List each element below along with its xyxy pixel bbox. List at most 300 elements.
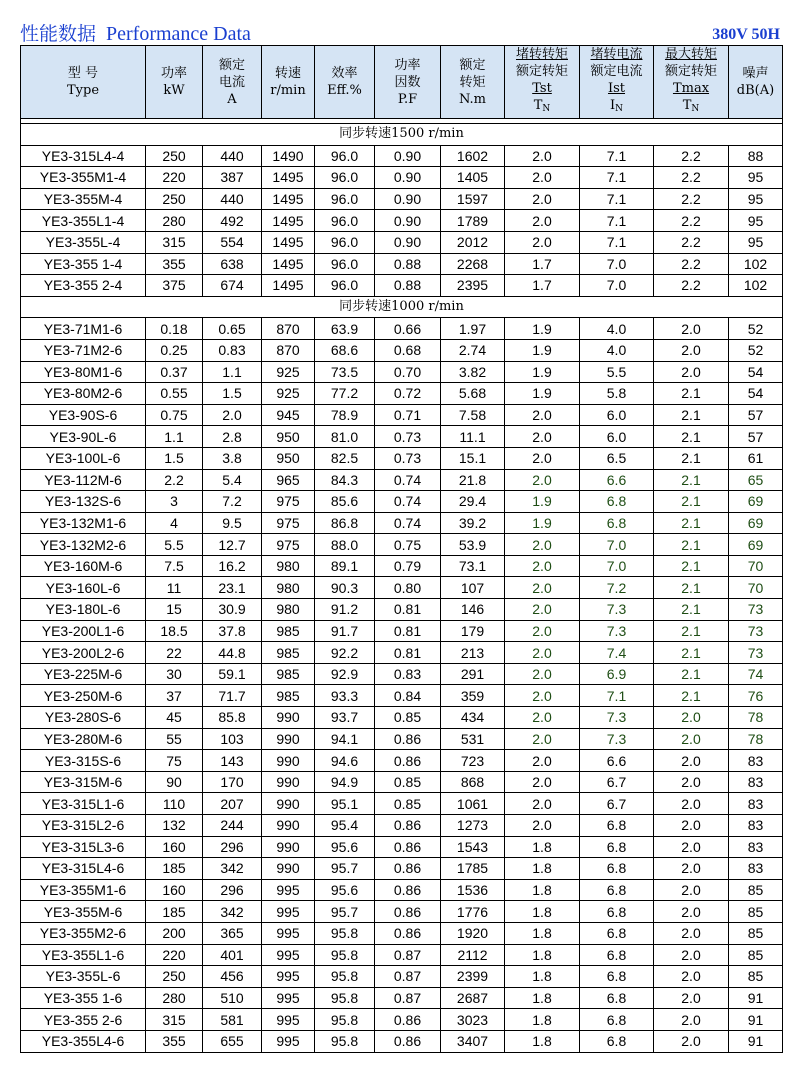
header-line: 额定转矩 — [664, 64, 717, 79]
cell-efficiency: 95.8 — [315, 1009, 375, 1031]
cell-speed: 990 — [262, 771, 315, 793]
cell-efficiency: 95.4 — [315, 815, 375, 837]
cell-power-factor: 0.86 — [375, 728, 441, 750]
cell-tst-tn: 1.7 — [505, 275, 580, 297]
header-line: Type — [66, 83, 100, 98]
cell-efficiency: 95.7 — [315, 858, 375, 880]
cell-power: 11 — [146, 577, 203, 599]
cell-type: YE3-71M1-6 — [21, 318, 146, 340]
cell-tst-tn: 2.0 — [505, 815, 580, 837]
cell-current: 37.8 — [203, 620, 262, 642]
cell-ist-in: 6.6 — [580, 750, 654, 772]
cell-tst-tn: 2.0 — [505, 231, 580, 253]
cell-current: 554 — [203, 231, 262, 253]
cell-efficiency: 68.6 — [315, 339, 375, 361]
cell-type: YE3-112M-6 — [21, 469, 146, 491]
cell-type: YE3-315L3-6 — [21, 836, 146, 858]
cell-efficiency: 95.8 — [315, 922, 375, 944]
cell-speed: 995 — [262, 922, 315, 944]
group-speed: 1000 r/min — [391, 299, 464, 315]
cell-ist-in: 4.0 — [580, 318, 654, 340]
header-line: 额定电流 — [590, 64, 643, 79]
cell-efficiency: 95.8 — [315, 987, 375, 1009]
header-line: 效率 — [331, 66, 358, 81]
cell-power-factor: 0.90 — [375, 210, 441, 232]
cell-tmax-tn: 2.0 — [654, 771, 729, 793]
cell-tmax-tn: 2.2 — [654, 167, 729, 189]
cell-power-factor: 0.90 — [375, 231, 441, 253]
group-label — [21, 296, 783, 318]
table-row — [21, 944, 783, 966]
cell-speed: 925 — [262, 361, 315, 383]
cell-rated-torque: 1405 — [441, 167, 505, 189]
header-line: 功率 — [160, 66, 187, 81]
cell-rated-torque: 39.2 — [441, 512, 505, 534]
cell-current: 7.2 — [203, 491, 262, 513]
cell-tmax-tn: 2.0 — [654, 707, 729, 729]
cell-power-factor: 0.66 — [375, 318, 441, 340]
cell-speed: 1490 — [262, 145, 315, 167]
cell-ist-in: 7.0 — [580, 253, 654, 275]
cell-rated-torque: 2.74 — [441, 339, 505, 361]
cell-power-factor: 0.86 — [375, 858, 441, 880]
header-line: Eff.% — [327, 83, 362, 98]
cell-ist-in: 7.1 — [580, 231, 654, 253]
cell-ist-in: 7.0 — [580, 534, 654, 556]
cell-power: 0.55 — [146, 383, 203, 405]
cell-current: 296 — [203, 836, 262, 858]
cell-power-factor: 0.86 — [375, 922, 441, 944]
cell-power-factor: 0.86 — [375, 750, 441, 772]
table-row — [21, 512, 783, 534]
cell-tst-tn: 1.9 — [505, 361, 580, 383]
table-row — [21, 793, 783, 815]
cell-power-factor: 0.71 — [375, 404, 441, 426]
cell-type: YE3-355M2-6 — [21, 922, 146, 944]
header-power — [146, 46, 203, 119]
cell-noise: 83 — [729, 750, 783, 772]
cell-tmax-tn: 2.1 — [654, 426, 729, 448]
header-line: 噪声 — [742, 66, 769, 81]
cell-speed: 990 — [262, 836, 315, 858]
table-row — [21, 231, 783, 253]
cell-noise: 95 — [729, 210, 783, 232]
cell-power: 15 — [146, 599, 203, 621]
cell-rated-torque: 2687 — [441, 987, 505, 1009]
cell-tmax-tn: 2.1 — [654, 534, 729, 556]
cell-speed: 995 — [262, 987, 315, 1009]
cell-current: 1.5 — [203, 383, 262, 405]
cell-efficiency: 86.8 — [315, 512, 375, 534]
cell-tmax-tn: 2.0 — [654, 815, 729, 837]
cell-power-factor: 0.74 — [375, 469, 441, 491]
cell-type: YE3-355L1-6 — [21, 944, 146, 966]
cell-rated-torque: 2268 — [441, 253, 505, 275]
cell-power-factor: 0.75 — [375, 534, 441, 556]
cell-tst-tn: 1.8 — [505, 922, 580, 944]
cell-power: 2.2 — [146, 469, 203, 491]
cell-current: 296 — [203, 879, 262, 901]
cell-tmax-tn: 2.1 — [654, 512, 729, 534]
table-row — [21, 1009, 783, 1031]
cell-ist-in: 6.7 — [580, 771, 654, 793]
table-row — [21, 275, 783, 297]
cell-speed: 1495 — [262, 210, 315, 232]
cell-current: 492 — [203, 210, 262, 232]
cell-type: YE3-355L-6 — [21, 966, 146, 988]
cell-rated-torque: 5.68 — [441, 383, 505, 405]
cell-type: YE3-132M1-6 — [21, 512, 146, 534]
cell-power-factor: 0.85 — [375, 793, 441, 815]
cell-noise: 76 — [729, 685, 783, 707]
cell-efficiency: 94.9 — [315, 771, 375, 793]
cell-power-factor: 0.72 — [375, 383, 441, 405]
cell-current: 3.8 — [203, 447, 262, 469]
table-row — [21, 620, 783, 642]
cell-noise: 57 — [729, 426, 783, 448]
cell-tmax-tn: 2.0 — [654, 858, 729, 880]
cell-noise: 91 — [729, 987, 783, 1009]
table-row — [21, 771, 783, 793]
header-line: 因数 — [394, 74, 421, 90]
cell-current: 44.8 — [203, 642, 262, 664]
cell-power-factor: 0.74 — [375, 512, 441, 534]
cell-speed: 985 — [262, 663, 315, 685]
table-row — [21, 901, 783, 923]
cell-tst-tn: 2.0 — [505, 642, 580, 664]
title-bar — [20, 22, 780, 46]
cell-tmax-tn: 2.1 — [654, 685, 729, 707]
cell-efficiency: 90.3 — [315, 577, 375, 599]
cell-power: 5.5 — [146, 534, 203, 556]
header-line: dB(A) — [736, 83, 775, 98]
cell-power: 355 — [146, 253, 203, 275]
cell-noise: 88 — [729, 145, 783, 167]
cell-noise: 85 — [729, 922, 783, 944]
cell-power-factor: 0.90 — [375, 188, 441, 210]
header-line: 转矩 — [459, 74, 486, 90]
cell-speed: 965 — [262, 469, 315, 491]
header-line: $T_N$ — [533, 98, 551, 114]
cell-tst-tn: 2.0 — [505, 404, 580, 426]
cell-power-factor: 0.74 — [375, 491, 441, 513]
cell-power: 55 — [146, 728, 203, 750]
cell-noise: 70 — [729, 577, 783, 599]
cell-type: YE3-315L2-6 — [21, 815, 146, 837]
cell-efficiency: 95.8 — [315, 944, 375, 966]
cell-efficiency: 91.2 — [315, 599, 375, 621]
cell-speed: 1495 — [262, 231, 315, 253]
cell-speed: 980 — [262, 599, 315, 621]
cell-efficiency: 92.2 — [315, 642, 375, 664]
cell-speed: 1495 — [262, 167, 315, 189]
cell-current: 12.7 — [203, 534, 262, 556]
cell-ist-in: 6.8 — [580, 858, 654, 880]
cell-noise: 74 — [729, 663, 783, 685]
cell-noise: 78 — [729, 728, 783, 750]
cell-noise: 83 — [729, 815, 783, 837]
cell-current: 9.5 — [203, 512, 262, 534]
cell-ist-in: 6.8 — [580, 815, 654, 837]
cell-rated-torque: 1776 — [441, 901, 505, 923]
cell-ist-in: 7.1 — [580, 167, 654, 189]
cell-tmax-tn: 2.0 — [654, 793, 729, 815]
cell-rated-torque: 213 — [441, 642, 505, 664]
table-row — [21, 210, 783, 232]
cell-power-factor: 0.90 — [375, 145, 441, 167]
cell-ist-in: 7.1 — [580, 210, 654, 232]
header-line: Ist — [607, 81, 626, 96]
cell-tst-tn: 2.0 — [505, 577, 580, 599]
cell-tmax-tn: 2.0 — [654, 987, 729, 1009]
cell-tst-tn: 2.0 — [505, 599, 580, 621]
cell-current: 581 — [203, 1009, 262, 1031]
cell-tst-tn: 2.0 — [505, 469, 580, 491]
cell-ist-in: 6.8 — [580, 944, 654, 966]
cell-tmax-tn: 2.1 — [654, 599, 729, 621]
cell-power: 132 — [146, 815, 203, 837]
cell-current: 170 — [203, 771, 262, 793]
cell-speed: 995 — [262, 944, 315, 966]
cell-rated-torque: 1597 — [441, 188, 505, 210]
cell-power: 160 — [146, 836, 203, 858]
cell-tst-tn: 2.0 — [505, 145, 580, 167]
cell-current: 0.65 — [203, 318, 262, 340]
cell-tmax-tn: 2.1 — [654, 447, 729, 469]
header-line: P.F — [397, 91, 418, 107]
table-row — [21, 642, 783, 664]
cell-rated-torque: 29.4 — [441, 491, 505, 513]
cell-rated-torque: 53.9 — [441, 534, 505, 556]
cell-power: 1.1 — [146, 426, 203, 448]
cell-ist-in: 6.0 — [580, 404, 654, 426]
cell-tst-tn: 1.7 — [505, 253, 580, 275]
cell-current: 0.83 — [203, 339, 262, 361]
cell-ist-in: 6.8 — [580, 901, 654, 923]
cell-current: 510 — [203, 987, 262, 1009]
cell-power-factor: 0.81 — [375, 620, 441, 642]
cell-rated-torque: 3.82 — [441, 361, 505, 383]
cell-tmax-tn: 2.0 — [654, 339, 729, 361]
cell-noise: 102 — [729, 253, 783, 275]
cell-ist-in: 6.5 — [580, 447, 654, 469]
cell-efficiency: 77.2 — [315, 383, 375, 405]
header-line: 额定转矩 — [515, 64, 568, 79]
table-row — [21, 815, 783, 837]
group-speed: 1500 r/min — [391, 126, 464, 142]
cell-noise: 69 — [729, 491, 783, 513]
cell-tmax-tn: 2.0 — [654, 361, 729, 383]
cell-tmax-tn: 2.0 — [654, 901, 729, 923]
cell-power-factor: 0.68 — [375, 339, 441, 361]
cell-efficiency: 96.0 — [315, 231, 375, 253]
cell-power: 0.18 — [146, 318, 203, 340]
cell-speed: 945 — [262, 404, 315, 426]
cell-current: 85.8 — [203, 707, 262, 729]
cell-power: 315 — [146, 1009, 203, 1031]
header-line: 型 号 — [67, 66, 99, 81]
cell-ist-in: 6.0 — [580, 426, 654, 448]
cell-rated-torque: 179 — [441, 620, 505, 642]
cell-rated-torque: 73.1 — [441, 555, 505, 577]
cell-power: 30 — [146, 663, 203, 685]
cell-power: 37 — [146, 685, 203, 707]
cell-efficiency: 94.6 — [315, 750, 375, 772]
cell-noise: 83 — [729, 858, 783, 880]
cell-type: YE3-160M-6 — [21, 555, 146, 577]
cell-efficiency: 95.1 — [315, 793, 375, 815]
cell-power: 3 — [146, 491, 203, 513]
cell-tst-tn: 2.0 — [505, 167, 580, 189]
cell-tst-tn: 1.9 — [505, 512, 580, 534]
cell-tst-tn: 1.9 — [505, 339, 580, 361]
cell-speed: 995 — [262, 879, 315, 901]
cell-tst-tn: 1.9 — [505, 491, 580, 513]
cell-efficiency: 81.0 — [315, 426, 375, 448]
cell-rated-torque: 1.97 — [441, 318, 505, 340]
cell-type: YE3-132M2-6 — [21, 534, 146, 556]
group-label — [21, 124, 783, 146]
voltage-frequency-spec: 380V 50H — [712, 26, 780, 43]
cell-speed: 950 — [262, 426, 315, 448]
cell-noise: 91 — [729, 1009, 783, 1031]
cell-power-factor: 0.86 — [375, 1030, 441, 1052]
cell-noise: 73 — [729, 599, 783, 621]
table-row — [21, 599, 783, 621]
cell-ist-in: 7.3 — [580, 728, 654, 750]
cell-power: 375 — [146, 275, 203, 297]
title-chinese: 性能数据 — [20, 23, 97, 45]
cell-current: 342 — [203, 858, 262, 880]
header-noise — [729, 46, 783, 119]
cell-type: YE3-355L-4 — [21, 231, 146, 253]
cell-tmax-tn: 2.0 — [654, 879, 729, 901]
cell-type: YE3-132S-6 — [21, 491, 146, 513]
cell-power: 250 — [146, 966, 203, 988]
cell-type: YE3-315L4-4 — [21, 145, 146, 167]
table-body — [21, 119, 783, 1053]
cell-noise: 73 — [729, 620, 783, 642]
cell-rated-torque: 1536 — [441, 879, 505, 901]
cell-type: YE3-90L-6 — [21, 426, 146, 448]
header-locked-torque-ratio — [505, 46, 580, 119]
table-row — [21, 966, 783, 988]
cell-efficiency: 96.0 — [315, 188, 375, 210]
cell-power: 22 — [146, 642, 203, 664]
header-power-factor — [375, 46, 441, 119]
header-line: 堵转转矩 — [515, 47, 568, 62]
cell-efficiency: 95.6 — [315, 836, 375, 858]
cell-current: 103 — [203, 728, 262, 750]
cell-power: 7.5 — [146, 555, 203, 577]
cell-rated-torque: 1061 — [441, 793, 505, 815]
cell-type: YE3-71M2-6 — [21, 339, 146, 361]
table-row — [21, 469, 783, 491]
cell-power: 355 — [146, 1030, 203, 1052]
header-line: 转速 — [274, 66, 301, 81]
cell-noise: 85 — [729, 901, 783, 923]
cell-type: YE3-315S-6 — [21, 750, 146, 772]
cell-efficiency: 91.7 — [315, 620, 375, 642]
table-row — [21, 663, 783, 685]
cell-tst-tn: 2.0 — [505, 663, 580, 685]
cell-speed: 990 — [262, 793, 315, 815]
cell-current: 638 — [203, 253, 262, 275]
cell-power: 280 — [146, 987, 203, 1009]
cell-power-factor: 0.84 — [375, 685, 441, 707]
header-efficiency — [315, 46, 375, 119]
cell-rated-torque: 2395 — [441, 275, 505, 297]
cell-type: YE3-280S-6 — [21, 707, 146, 729]
cell-speed: 990 — [262, 815, 315, 837]
cell-ist-in: 7.3 — [580, 707, 654, 729]
cell-current: 59.1 — [203, 663, 262, 685]
cell-tst-tn: 2.0 — [505, 685, 580, 707]
table-row — [21, 555, 783, 577]
cell-power: 250 — [146, 188, 203, 210]
cell-noise: 85 — [729, 944, 783, 966]
cell-rated-torque: 107 — [441, 577, 505, 599]
cell-efficiency: 73.5 — [315, 361, 375, 383]
cell-power-factor: 0.73 — [375, 426, 441, 448]
cell-tst-tn: 1.8 — [505, 901, 580, 923]
cell-rated-torque: 7.58 — [441, 404, 505, 426]
cell-type: YE3-315L1-6 — [21, 793, 146, 815]
table-row — [21, 922, 783, 944]
cell-power: 220 — [146, 167, 203, 189]
cell-current: 2.0 — [203, 404, 262, 426]
title-english: Performance Data — [106, 23, 251, 45]
cell-type: YE3-225M-6 — [21, 663, 146, 685]
cell-tst-tn: 1.8 — [505, 1030, 580, 1052]
cell-rated-torque: 1602 — [441, 145, 505, 167]
cell-noise: 83 — [729, 836, 783, 858]
cell-rated-torque: 3407 — [441, 1030, 505, 1052]
cell-power: 18.5 — [146, 620, 203, 642]
cell-power-factor: 0.88 — [375, 275, 441, 297]
cell-power: 1.5 — [146, 447, 203, 469]
cell-current: 5.4 — [203, 469, 262, 491]
table-row — [21, 361, 783, 383]
cell-noise: 91 — [729, 1030, 783, 1052]
cell-speed: 980 — [262, 555, 315, 577]
cell-type: YE3-250M-6 — [21, 685, 146, 707]
cell-ist-in: 6.8 — [580, 966, 654, 988]
cell-speed: 985 — [262, 620, 315, 642]
cell-ist-in: 6.8 — [580, 1009, 654, 1031]
cell-efficiency: 85.6 — [315, 491, 375, 513]
cell-tmax-tn: 2.0 — [654, 1030, 729, 1052]
cell-power-factor: 0.79 — [375, 555, 441, 577]
cell-noise: 65 — [729, 469, 783, 491]
cell-tst-tn: 2.0 — [505, 793, 580, 815]
cell-ist-in: 7.1 — [580, 685, 654, 707]
cell-power: 110 — [146, 793, 203, 815]
cell-current: 2.8 — [203, 426, 262, 448]
cell-ist-in: 7.3 — [580, 620, 654, 642]
table-row — [21, 858, 783, 880]
cell-tmax-tn: 2.1 — [654, 491, 729, 513]
cell-ist-in: 7.3 — [580, 599, 654, 621]
cell-efficiency: 95.7 — [315, 901, 375, 923]
cell-power-factor: 0.81 — [375, 599, 441, 621]
cell-noise: 52 — [729, 339, 783, 361]
cell-speed: 995 — [262, 1030, 315, 1052]
cell-tst-tn: 2.0 — [505, 728, 580, 750]
cell-efficiency: 95.8 — [315, 1030, 375, 1052]
cell-power: 0.25 — [146, 339, 203, 361]
cell-ist-in: 6.8 — [580, 987, 654, 1009]
